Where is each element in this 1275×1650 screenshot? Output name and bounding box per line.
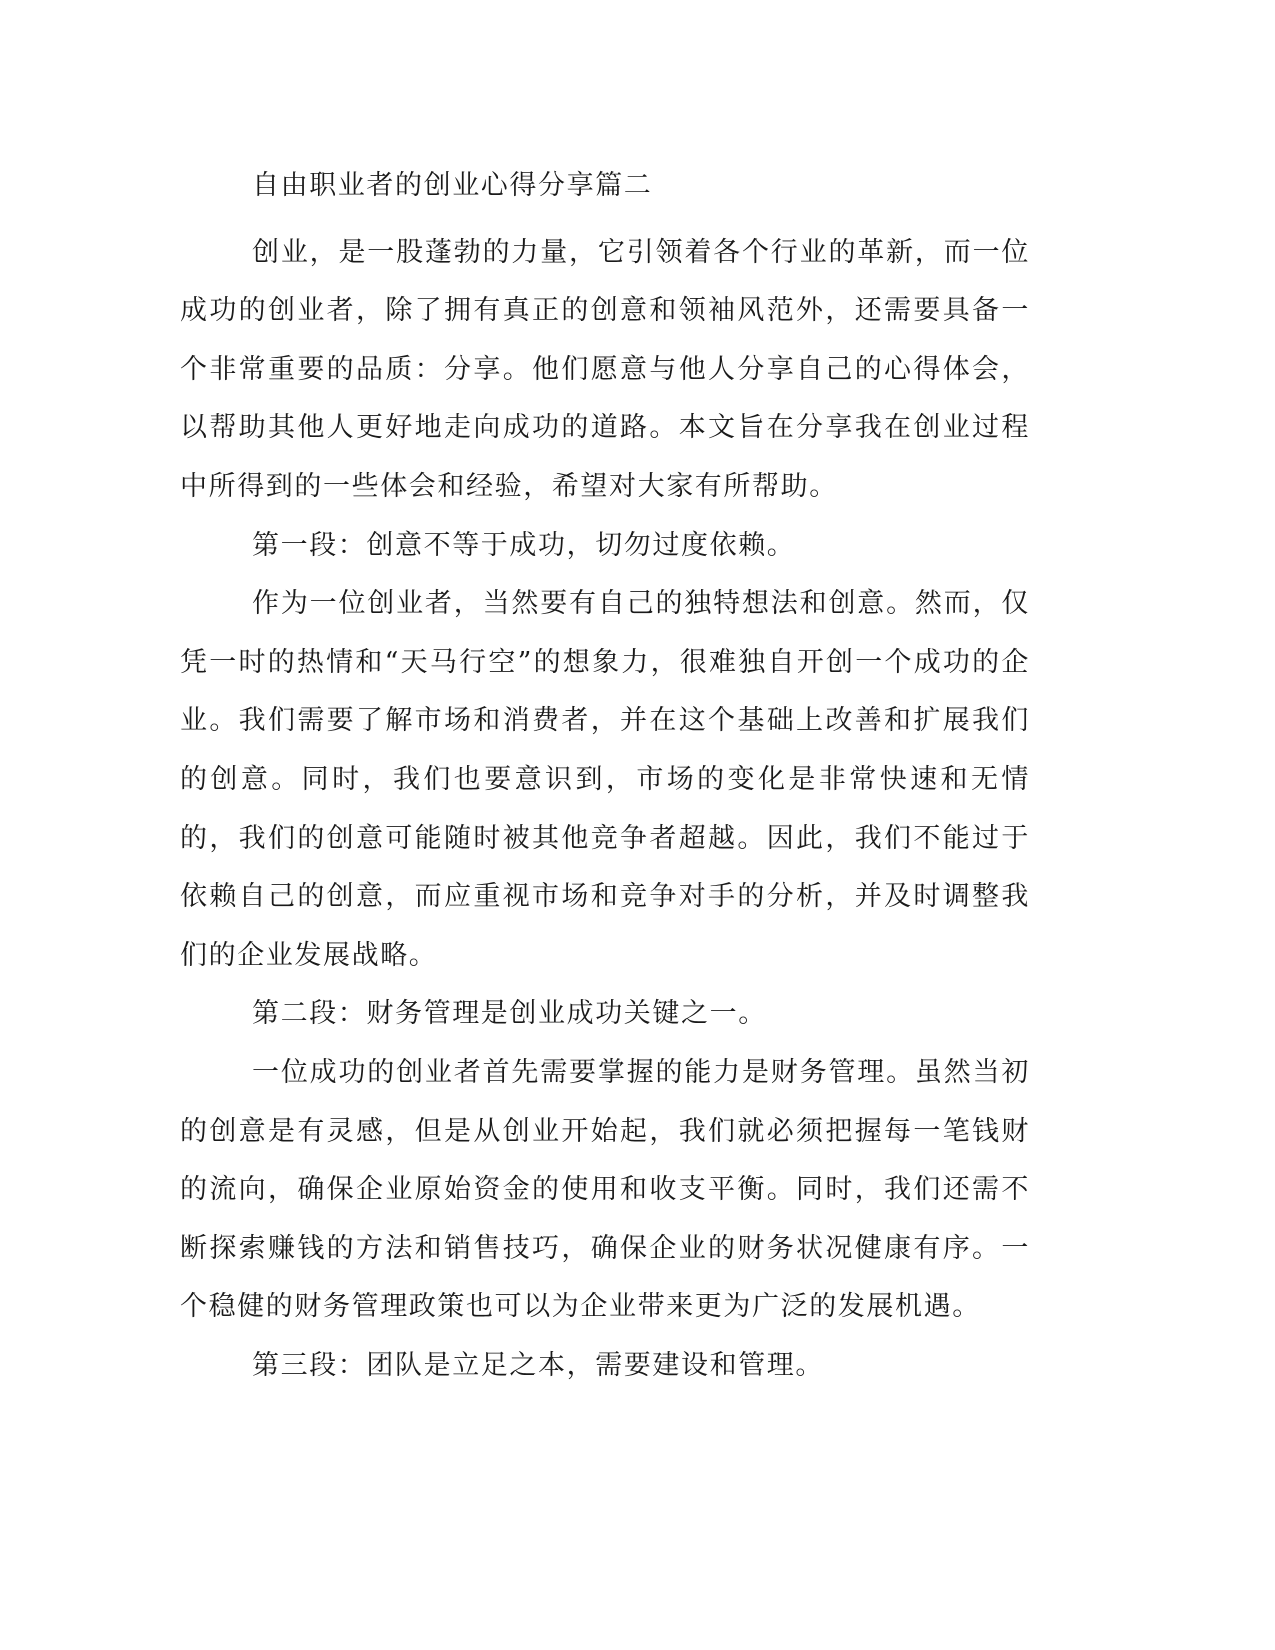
paragraph-section-1: 作为一位创业者，当然要有自己的独特想法和创意。然而，仅凭一时的热情和“天马行空”的想象力，很难独自开创一个成功的企业。我们需要了解市场和消费者，并在这个基础上改善和扩展我们的创意。同时，我们也要意识到，市场的变化是非常快速和无情的，我们的创意可能随时被其他竞争者超越。因此，我们不能过于依赖自己的创意，而应重视市场和竞争对手的分析，并及时调整我们的企业发展战略。 — [180, 588, 1030, 971]
section-heading-1: 第一段：创意不等于成功，切勿过度依赖。 — [252, 529, 796, 561]
section-heading-2: 第二段：财务管理是创业成功关键之一。 — [252, 998, 767, 1030]
document-body — [180, 157, 1030, 1395]
paragraph-intro: 创业，是一股蓬勃的力量，它引领着各个行业的革新，而一位成功的创业者，除了拥有真正的创意和领袖风范外，还需要具备一个非常重要的品质：分享。他们愿意与他人分享自己的心得体会，以帮助其他人更好地走向成功的道路。本文旨在分享我在创业过程中所得到的一些体会和经验，希望对大家有所帮助。 — [180, 236, 1030, 502]
section-heading-3: 第三段：团队是立足之本，需要建设和管理。 — [252, 1349, 824, 1381]
document-title: 自由职业者的创业心得分享篇二 — [252, 170, 653, 201]
paragraph-section-2: 一位成功的创业者首先需要掌握的能力是财务管理。虽然当初的创意是有灵感，但是从创业开始起，我们就必须把握每一笔钱财的流向，确保企业原始资金的使用和收支平衡。同时，我们还需不断探索赚钱的方法和销售技巧，确保企业的财务状况健康有序。一个稳健的财务管理政策也可以为企业带来更为广泛的发展机遇。 — [180, 1056, 1030, 1323]
